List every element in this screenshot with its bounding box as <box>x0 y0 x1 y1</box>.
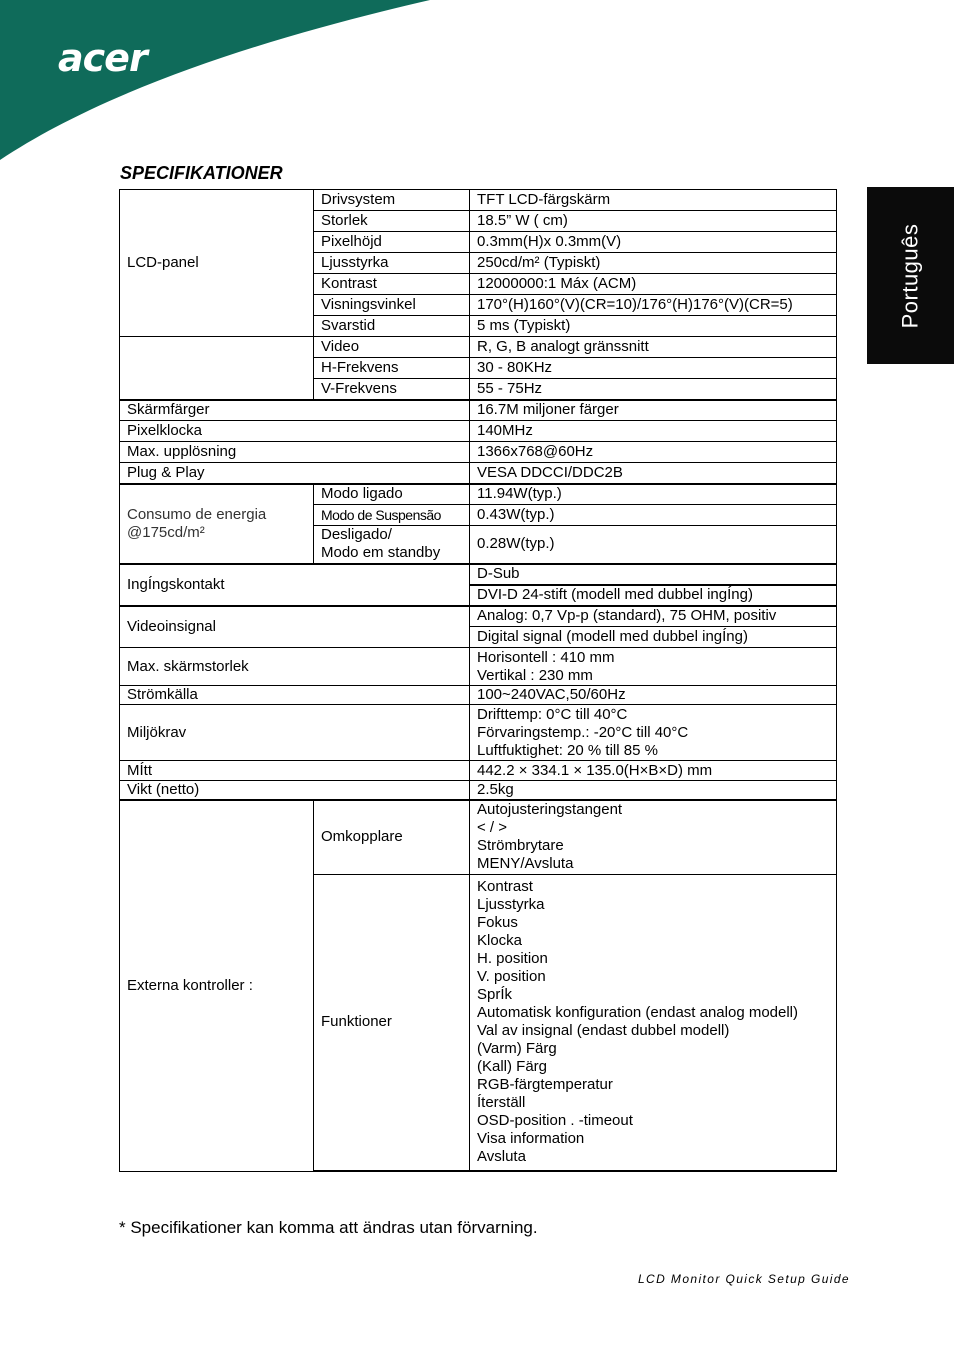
spec-key: Funktioner <box>314 874 470 1171</box>
spec-value: 442.2 × 334.1 × 135.0(H×B×D) mm <box>470 761 837 781</box>
spec-value: R, G, B analogt gränssnitt <box>470 337 837 358</box>
spec-value: 0.43W(typ.) <box>470 505 837 526</box>
spec-key: IngÍngskontakt <box>120 564 470 606</box>
spec-value: Kontrast Ljusstyrka Fokus Klocka H. position V. position SprÍk Automatisk konfiguration (endast analog modell) Val av insignal (endast dubbel modell) (Varm) Färg (Kall) Färg RGB-färgtemperatur Íterställ OSD-position . -timeout Visa information Avsluta <box>470 874 837 1171</box>
spec-value: 5 ms (Typiskt) <box>470 316 837 337</box>
spec-value: 140MHz <box>470 421 837 442</box>
spec-value: 170°(H)160°(V)(CR=10)/176°(H)176°(V)(CR=5) <box>470 295 837 316</box>
spec-key: Storlek <box>314 211 470 232</box>
spec-key: Miljökrav <box>120 705 470 761</box>
spec-key: Kontrast <box>314 274 470 295</box>
table-row <box>120 800 837 874</box>
table-row <box>120 442 837 463</box>
spec-value: Drifttemp: 0°C till 40°C Förvaringstemp.: -20°C till 40°C Luftfuktighet: 20 % till 85 % <box>470 705 837 761</box>
table-row <box>120 400 837 421</box>
table-row <box>120 648 837 686</box>
spec-key: Drivsystem <box>314 190 470 211</box>
spec-value: D-Sub <box>470 564 837 585</box>
table-row <box>120 705 837 761</box>
spec-value: 16.7M miljoner färger <box>470 400 837 421</box>
spec-key: Video <box>314 337 470 358</box>
spec-key: Pixelklocka <box>120 421 470 442</box>
spec-value: 100~240VAC,50/60Hz <box>470 686 837 705</box>
spec-key: Vikt (netto) <box>120 781 470 801</box>
table-row <box>120 781 837 801</box>
spec-key: Strömkälla <box>120 686 470 705</box>
spec-key: Ljusstyrka <box>314 253 470 274</box>
table-row <box>120 564 837 585</box>
table-row <box>120 606 837 627</box>
table-row <box>120 686 837 705</box>
table-row <box>120 463 837 484</box>
spec-key: Svarstid <box>314 316 470 337</box>
spec-key: V-Frekvens <box>314 379 470 400</box>
spec-key: Pixelhöjd <box>314 232 470 253</box>
header-swoosh <box>0 0 954 170</box>
spec-key: Desligado/ Modo em standby <box>314 526 470 564</box>
spec-key: Max. skärmstorlek <box>120 648 470 686</box>
spec-key: Modo de Suspensão <box>314 505 470 526</box>
table-row <box>120 421 837 442</box>
spec-value: 1366x768@60Hz <box>470 442 837 463</box>
spec-value: 30 - 80KHz <box>470 358 837 379</box>
table-row <box>120 761 837 781</box>
spec-value: 0.28W(typ.) <box>470 526 837 564</box>
spec-value: 250cd/m² (Typiskt) <box>470 253 837 274</box>
spec-key: H-Frekvens <box>314 358 470 379</box>
spec-key: Visningsvinkel <box>314 295 470 316</box>
section-title: SPECIFIKATIONER <box>120 163 283 183</box>
acer-logo: acer <box>58 36 147 80</box>
spec-group-label: LCD-panel <box>120 190 314 337</box>
spec-key: Max. upplösning <box>120 442 470 463</box>
spec-value: Analog: 0,7 Vp-p (standard), 75 OHM, positiv <box>470 606 837 627</box>
spec-value: 18.5” W ( cm) <box>470 211 837 232</box>
spec-key: MÍtt <box>120 761 470 781</box>
footnote: * Specifikationer kan komma att ändras utan förvarning. <box>119 1218 538 1237</box>
guide-title: LCD Monitor Quick Setup Guide <box>637 1272 850 1286</box>
spec-value: 0.3mm(H)x 0.3mm(V) <box>470 232 837 253</box>
spec-value: Digital signal (modell med dubbel ingÍng) <box>470 627 837 648</box>
language-tab <box>867 187 954 364</box>
table-row <box>120 337 837 358</box>
spec-group-empty <box>120 337 314 400</box>
spec-group-label: Externa kontroller : <box>120 800 314 1171</box>
language-tab-label: Português <box>897 223 923 328</box>
table-row <box>120 190 837 211</box>
spec-value: 55 - 75Hz <box>470 379 837 400</box>
spec-table <box>119 189 837 1172</box>
spec-value: 2.5kg <box>470 781 837 801</box>
spec-value: TFT LCD-färgskärm <box>470 190 837 211</box>
spec-value: VESA DDCCI/DDC2B <box>470 463 837 484</box>
spec-key: Skärmfärger <box>120 400 470 421</box>
spec-value: 11.94W(typ.) <box>470 484 837 505</box>
spec-key: Plug & Play <box>120 463 470 484</box>
spec-group-label: Consumo de energia @175cd/m² <box>120 484 314 564</box>
spec-key: Modo ligado <box>314 484 470 505</box>
spec-value: Autojusteringstangent < / > Strömbrytare MENY/Avsluta <box>470 800 837 874</box>
spec-key: Videoinsignal <box>120 606 470 648</box>
spec-value: Horisontell : 410 mm Vertikal : 230 mm <box>470 648 837 686</box>
spec-key: Omkopplare <box>314 800 470 874</box>
spec-value: 12000000:1 Máx (ACM) <box>470 274 837 295</box>
table-row <box>120 484 837 505</box>
spec-value: DVI-D 24-stift (modell med dubbel ingÍng) <box>470 585 837 606</box>
